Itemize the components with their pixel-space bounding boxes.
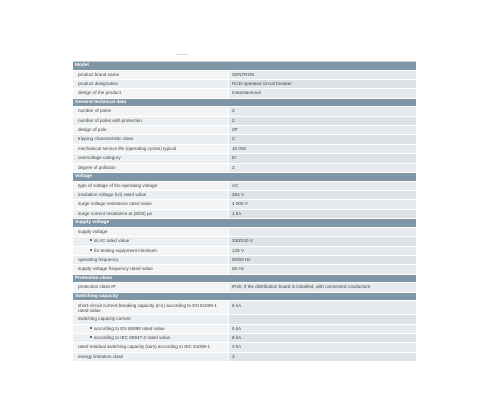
row-label-text: for testing equipment minimum bbox=[94, 247, 157, 253]
table-row bbox=[73, 200, 416, 209]
row-label bbox=[73, 71, 229, 79]
section-header: General technical data bbox=[73, 99, 416, 108]
row-label-text: number of poles bbox=[78, 108, 111, 114]
row-value: 264 V bbox=[229, 191, 416, 199]
table-row bbox=[73, 71, 416, 80]
row-label bbox=[73, 191, 229, 199]
row-label-text: short-circuit current breaking capacity (Icn) according to EN 61009-1 rated value bbox=[78, 302, 217, 313]
row-value: 3 kA bbox=[229, 343, 416, 351]
table-row bbox=[73, 191, 416, 200]
row-label bbox=[73, 283, 229, 291]
row-label bbox=[73, 247, 229, 255]
table-row bbox=[73, 164, 416, 173]
row-label-text: surge voltage resistance rated value bbox=[78, 201, 152, 207]
row-value: 6 kA bbox=[229, 334, 416, 342]
row-label-text: number of poles with protection bbox=[78, 117, 142, 123]
row-value: 10 000 bbox=[229, 145, 416, 153]
row-label-text: supply voltage frequency rated value bbox=[78, 266, 153, 272]
row-label bbox=[73, 343, 229, 351]
row-label bbox=[73, 89, 229, 97]
row-label-text: type of voltage of the operating voltage bbox=[78, 182, 158, 188]
table-row bbox=[73, 334, 416, 343]
row-label bbox=[73, 325, 229, 333]
row-label bbox=[73, 164, 229, 172]
row-label-text: rated residual switching capacity (IΔm) according to IEC 61009-1 bbox=[78, 344, 211, 350]
table-row bbox=[73, 283, 416, 292]
row-value: 4 000 V bbox=[229, 200, 416, 208]
row-label bbox=[73, 135, 229, 143]
row-label-text: protection class IP bbox=[78, 284, 116, 290]
technical-data-sheet bbox=[73, 61, 416, 362]
row-value: 2 bbox=[229, 107, 416, 115]
row-label-text: switching capacity current bbox=[78, 316, 131, 322]
row-label-text: operating frequency bbox=[78, 256, 119, 262]
table-row bbox=[73, 247, 416, 256]
row-value: 2 bbox=[229, 164, 416, 172]
row-label bbox=[73, 145, 229, 153]
row-label bbox=[73, 301, 229, 314]
row-label bbox=[73, 256, 229, 264]
table-row bbox=[73, 154, 416, 163]
table-row bbox=[73, 237, 416, 246]
section-header: Switching capacity bbox=[73, 293, 416, 302]
row-label-text: energy limitation class bbox=[78, 353, 124, 359]
row-value: SENTRON bbox=[229, 71, 416, 79]
row-value: RCD-operated circuit breaker bbox=[229, 80, 416, 88]
row-label bbox=[73, 334, 229, 342]
bullet-icon bbox=[90, 327, 92, 329]
row-label-text: insulation voltage (Ui) rated value bbox=[78, 191, 147, 197]
row-value: 6 kA bbox=[229, 301, 416, 314]
row-label bbox=[73, 126, 229, 134]
row-label-text: product brand name bbox=[78, 71, 120, 77]
row-label bbox=[73, 80, 229, 88]
table-row bbox=[73, 107, 416, 116]
row-value: III bbox=[229, 154, 416, 162]
row-label bbox=[73, 237, 229, 245]
row-value: IP20, if the distribution board is installed, with connected conductors bbox=[229, 283, 416, 291]
row-label bbox=[73, 353, 229, 361]
row-value: 1 kA bbox=[229, 210, 416, 218]
row-label bbox=[73, 265, 229, 273]
row-value: 2P bbox=[229, 126, 416, 134]
section-header: Voltage bbox=[73, 173, 416, 182]
row-label-text: according to EN 60898 rated value bbox=[94, 325, 165, 331]
table-row bbox=[73, 265, 416, 274]
row-label bbox=[73, 117, 229, 125]
row-label bbox=[73, 154, 229, 162]
table-row bbox=[73, 343, 416, 352]
row-value: 2 bbox=[229, 117, 416, 125]
row-label-text: according to IEC 60947-2 rated value bbox=[94, 334, 171, 340]
row-value: Instantaneous bbox=[229, 89, 416, 97]
row-value: 50/60 Hz bbox=[229, 256, 416, 264]
row-label bbox=[73, 107, 229, 115]
row-value: 125 V bbox=[229, 247, 416, 255]
row-value: C bbox=[229, 135, 416, 143]
table-row bbox=[73, 353, 416, 362]
table-row bbox=[73, 89, 416, 98]
row-label bbox=[73, 228, 229, 236]
bullet-icon bbox=[90, 239, 92, 241]
row-label-text: overvoltage category bbox=[78, 155, 121, 161]
table-row bbox=[73, 325, 416, 334]
table-row bbox=[73, 210, 416, 219]
section-header: Model bbox=[73, 62, 416, 71]
row-label-text: tripping characteristic class bbox=[78, 136, 134, 142]
table-row bbox=[73, 145, 416, 154]
bullet-icon bbox=[90, 336, 92, 338]
row-label-text: at AC rated value bbox=[94, 238, 130, 244]
row-value: 230/240 V bbox=[229, 237, 416, 245]
row-value: 6 kA bbox=[229, 325, 416, 333]
table-row bbox=[73, 256, 416, 265]
table-row bbox=[73, 80, 416, 89]
row-label bbox=[73, 182, 229, 190]
section-header: Protection class bbox=[73, 275, 416, 284]
table-row bbox=[73, 301, 416, 315]
row-value bbox=[229, 228, 416, 236]
row-label-text: degree of pollution bbox=[78, 164, 116, 170]
row-label-text: mechanical service life (operating cycles) typical bbox=[78, 145, 177, 151]
row-value: 3 bbox=[229, 353, 416, 361]
table-row bbox=[73, 135, 416, 144]
row-label bbox=[73, 200, 229, 208]
row-label bbox=[73, 210, 229, 218]
table-row bbox=[73, 315, 416, 324]
table-row bbox=[73, 117, 416, 126]
row-value: 50 Hz bbox=[229, 265, 416, 273]
table-row bbox=[73, 228, 416, 237]
row-label-text: surge current resistance at (8/20) µs bbox=[78, 210, 152, 216]
top-divider bbox=[176, 54, 188, 55]
row-label-text: product designation bbox=[78, 80, 119, 86]
row-label bbox=[73, 315, 229, 323]
row-value bbox=[229, 315, 416, 323]
section-header: Supply voltage bbox=[73, 219, 416, 228]
row-label-text: design of the product bbox=[78, 90, 121, 96]
table-row bbox=[73, 126, 416, 135]
bullet-icon bbox=[90, 249, 92, 251]
row-label-text: design of pole bbox=[78, 127, 107, 133]
row-value: AC bbox=[229, 182, 416, 190]
row-label-text: supply voltage bbox=[78, 228, 108, 234]
table-row bbox=[73, 182, 416, 191]
